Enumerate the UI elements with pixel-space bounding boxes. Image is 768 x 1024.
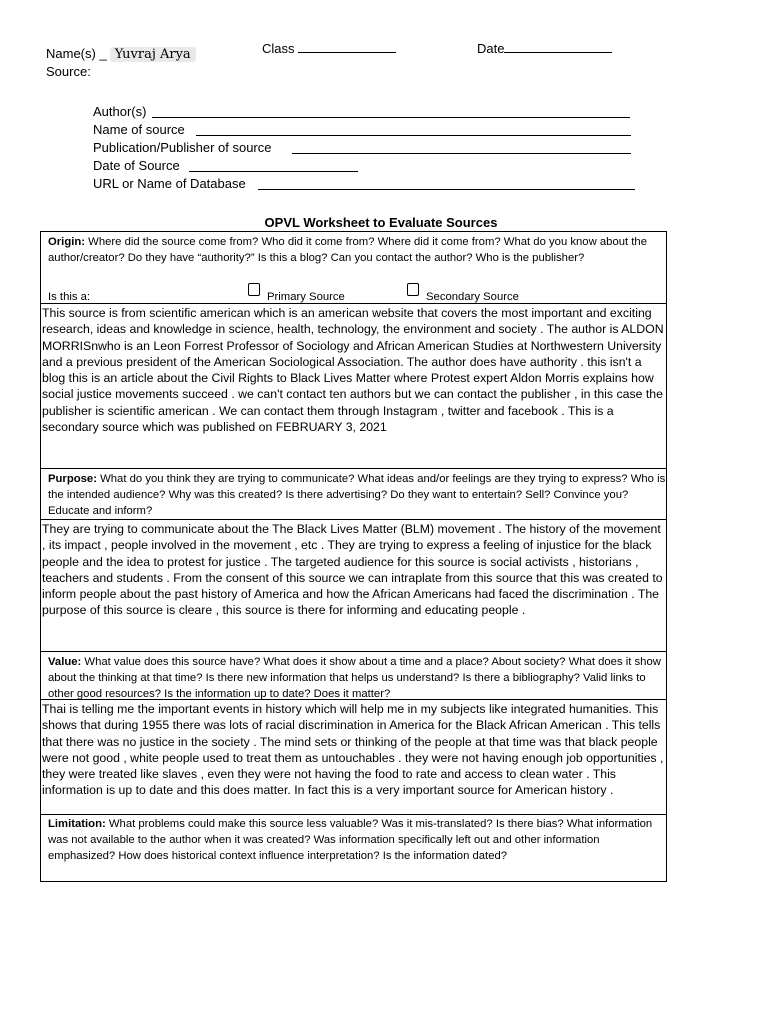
value-heading: Value: — [48, 656, 82, 668]
purpose-prompt — [41, 469, 666, 519]
purpose-answer: They are trying to communicate about the The Black Lives Matter (BLM) movement . The history of the movement , its impact , people involved in the movement , etc . They are trying to express a feeling of injustice for the black people and the idea to protest for justice . The targeted audience for this source is social activists , historians , teachers and students . From the consent of this source we can intraplate from this source that this was created to inform people about the past history of America and how the African Americans had faced the discrimination . The purpose of this source is cleare , this source is there for informing and educating people . — [42, 522, 663, 618]
value-answer-box[interactable] — [40, 699, 667, 815]
name-row — [46, 46, 196, 62]
date-of-source-field-row — [93, 158, 363, 174]
worksheet-title: OPVL Worksheet to Evaluate Sources — [264, 215, 498, 230]
date-label: Date — [477, 41, 505, 56]
author-field-row — [93, 104, 633, 120]
primary-source-label: Primary Source — [267, 291, 345, 303]
secondary-source-label: Secondary Source — [426, 291, 519, 303]
limitation-prompt — [41, 815, 666, 864]
source-name-input[interactable] — [196, 122, 631, 136]
class-label: Class — [262, 41, 295, 56]
source-name-field-row — [93, 122, 633, 138]
publisher-label: Publication/Publisher of source — [93, 140, 272, 155]
date-input[interactable] — [504, 40, 612, 53]
name-input[interactable]: Yuvraj Arya — [110, 47, 196, 62]
url-label: URL or Name of Database — [93, 176, 246, 191]
purpose-prompt-text: What do you think they are trying to communicate? What ideas and/or feelings are they trying to express? Who is the intended audience? Why was this created? Is there advertising? Do they want to entertain? Sell? Convince you? Educate and inform? — [48, 473, 666, 517]
name-label: Name(s) _ — [46, 46, 107, 61]
origin-prompt — [41, 232, 666, 266]
limitation-heading: Limitation: — [48, 818, 106, 830]
secondary-source-checkbox[interactable] — [407, 283, 419, 296]
value-answer: Thai is telling me the important events in history which will help me in my subjects like integrated humanities. This shows that during 1955 there was lots of racial discrimination in America for the Black African American . This tells that there was no justice in the society . The mind sets or thinking of the people at that time was that black people were not good , white people used to treat them as untouchables . they were not having enough job opportunities , they were treated like slaves , even they were not having the food to rate and access to clean water . This information is up to date and this does matter. In fact this is a very important source for American history . — [42, 702, 664, 798]
class-row — [262, 40, 396, 57]
class-input[interactable] — [298, 40, 396, 53]
date-of-source-input[interactable] — [189, 158, 358, 172]
url-input[interactable] — [258, 176, 635, 190]
author-label: Author(s) — [93, 104, 147, 119]
publisher-input[interactable] — [292, 140, 631, 154]
purpose-prompt-box — [40, 468, 667, 520]
date-row — [477, 40, 612, 57]
origin-answer-box[interactable] — [40, 303, 667, 469]
origin-answer: This source is from scientific american which is an american website that covers the most important and exciting research, ideas and knowledge in science, health, technology, the environment and society . The author is ALDON MORRISnwho is an Leon Forrest Professor of Sociology and African American Studies at Northwestern University and a previous president of the American Sociological Association. The author does have authority . this isn't a blog this is an article about the Civil Rights to Black Lives Matter where Protest expert Aldon Morris explains how social justice movements succeed . we can't contact ten authors but we can contact the publisher , in this case the publisher is scientific american . We can contact them through Instagram , twitter and facebook . This is a secondary source which was published on FEBRUARY 3, 2021 — [42, 306, 664, 435]
value-prompt — [41, 652, 666, 702]
author-input[interactable] — [152, 104, 630, 118]
url-field-row — [93, 176, 638, 192]
limitation-prompt-text: What problems could make this source less valuable? Was it mis-translated? Is there bias? What information was not available to the author when it was created? Was information specifically left out and other information emphasized? How does historical context influence interpretation? Is the information dated? — [48, 818, 653, 862]
value-prompt-box — [40, 651, 667, 700]
origin-heading: Origin: — [48, 236, 86, 248]
date-of-source-label: Date of Source — [93, 158, 180, 173]
value-prompt-text: What value does this source have? What does it show about a time and a place? About society? What does it show about the thinking at that time? Is there new information that helps us understand? Is there a bibliography? Valid links to other good resources? Is the information up to date? Does it matter? — [48, 656, 661, 700]
origin-prompt-box — [40, 231, 667, 304]
publisher-field-row — [93, 140, 633, 156]
purpose-answer-box[interactable] — [40, 519, 667, 652]
source-name-label: Name of source — [93, 122, 185, 137]
origin-prompt-text: Where did the source come from? Who did it come from? Where did it come from? What do you know about the author/creator? Do they have “authority?” Is this a blog? Can you contact the author? Who is the publisher? — [48, 236, 647, 264]
primary-source-checkbox[interactable] — [248, 283, 260, 296]
limitation-prompt-box — [40, 814, 667, 882]
is-this-a-label: Is this a: — [48, 291, 91, 303]
source-label: Source: — [46, 64, 91, 79]
purpose-heading: Purpose: — [48, 473, 97, 485]
